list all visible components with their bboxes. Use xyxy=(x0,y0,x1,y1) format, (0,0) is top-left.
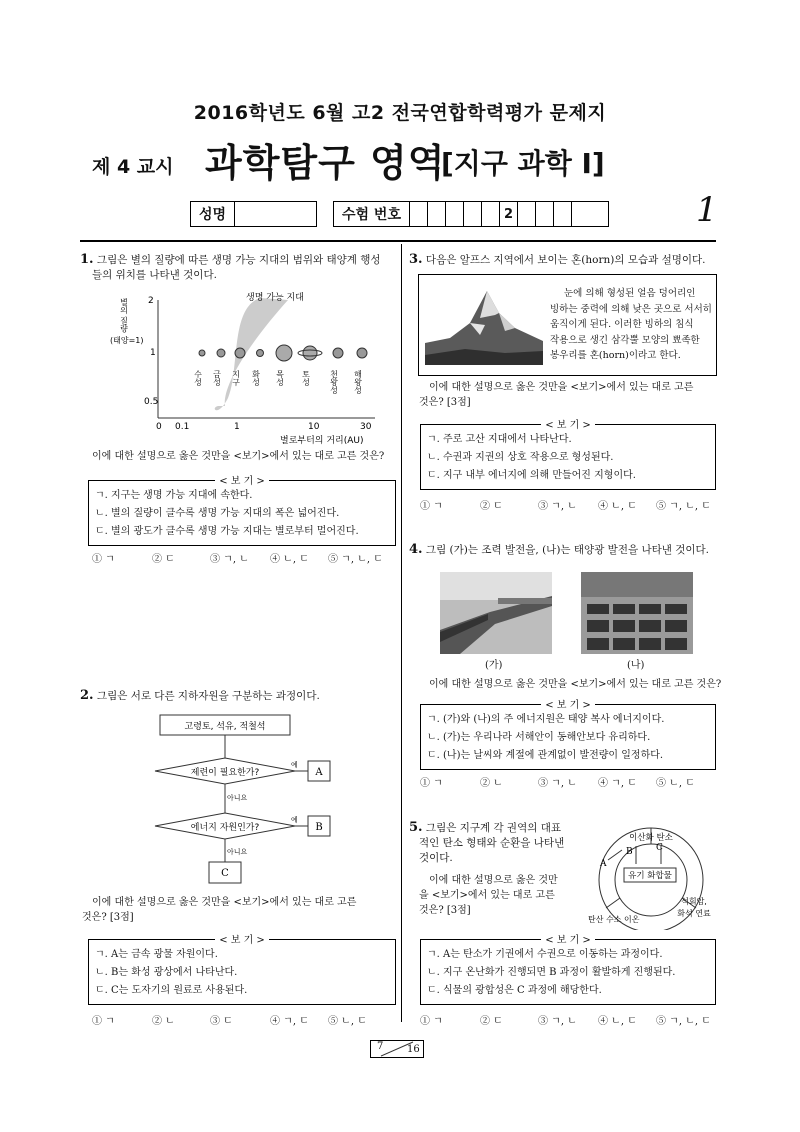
solar-power-photo xyxy=(581,572,693,654)
bogi-box xyxy=(420,700,716,770)
planet-label: 토성 xyxy=(301,370,311,386)
choice-4[interactable]: ④ ㄴ, ㄷ xyxy=(270,554,309,565)
number-cell[interactable] xyxy=(464,202,482,226)
choice-5[interactable]: ⑤ ㄴ, ㄷ xyxy=(656,778,695,789)
choice-1[interactable]: ① ㄱ xyxy=(420,778,443,789)
bogi-item: ㄴ. (가)는 우리나라 서해안이 동해안보다 유리하다. xyxy=(427,732,651,743)
x-tick: 30 xyxy=(360,422,372,432)
choice-4[interactable]: ④ ㄴ, ㄷ xyxy=(598,1016,637,1027)
bogi-box xyxy=(88,935,396,1005)
choice-1[interactable]: ① ㄱ xyxy=(420,1016,443,1027)
choice-5[interactable]: ⑤ ㄱ, ㄴ, ㄷ xyxy=(328,554,383,565)
choice-5[interactable]: ⑤ ㄱ, ㄴ, ㄷ xyxy=(656,1016,711,1027)
page-indicator xyxy=(370,1040,424,1058)
bogi-item: ㄷ. 지구 내부 에너지에 의해 만들어진 지형이다. xyxy=(427,470,636,481)
question-1 xyxy=(80,252,395,283)
co2-label: 이산화 탄소 xyxy=(629,833,673,843)
choice-1[interactable]: ① ㄱ xyxy=(92,554,115,565)
carbon-cycle-diagram xyxy=(586,820,716,930)
photo-label-na: (나) xyxy=(627,660,645,671)
number-cell[interactable] xyxy=(428,202,446,226)
flow-yes: 예 xyxy=(291,761,298,769)
bogi-title: < 보 기 > xyxy=(215,476,269,487)
choice-1[interactable]: ① ㄱ xyxy=(420,501,443,512)
organic-label: 유기 화합물 xyxy=(628,871,672,881)
question-text: 다음은 알프스 지역에서 보이는 혼(horn)의 모습과 설명이다. xyxy=(425,254,706,266)
cycle-label-c: C xyxy=(656,843,663,853)
number-cell[interactable] xyxy=(554,202,572,226)
question-text: 그림 (가)는 조력 발전을, (나)는 태양광 발전을 나타낸 것이다. xyxy=(425,544,709,556)
bogi-item: ㄱ. A는 탄소가 기권에서 수권으로 이동하는 과정이다. xyxy=(427,949,663,960)
choice-4[interactable]: ④ ㄱ, ㄷ xyxy=(598,778,637,789)
choice-2[interactable]: ② ㄴ xyxy=(152,1016,175,1027)
question-text: 들의 위치를 나타낸 것이다. xyxy=(92,269,217,281)
horn-desc-line: 움직이게 된다. 이러한 빙하의 침식 xyxy=(550,319,694,330)
flow-diamond-2-text: 에너지 자원인가? xyxy=(190,823,260,833)
page-current: 7 xyxy=(377,1041,384,1052)
question-text: 그림은 서로 다른 지하자원을 구분하는 과정이다. xyxy=(96,690,320,702)
planet-earth xyxy=(235,348,245,358)
bogi-title: < 보 기 > xyxy=(541,935,595,946)
horn-mountain-photo xyxy=(425,283,543,365)
flow-box-c-label: C xyxy=(221,868,229,879)
number-cell[interactable] xyxy=(410,202,428,226)
fuel-label: 화석 연료 xyxy=(677,909,711,918)
planet-label: 금성 xyxy=(212,370,222,386)
arrow-a xyxy=(608,850,622,860)
prompt-line: 을 <보기>에서 있는 대로 고른 xyxy=(419,890,555,901)
question-5 xyxy=(409,820,581,866)
column-divider xyxy=(401,244,402,1022)
choice-3[interactable]: ③ ㄷ xyxy=(210,1016,233,1027)
flow-yes: 예 xyxy=(291,816,298,824)
zone-label: 생명 가능 지대 xyxy=(246,293,304,303)
question-number: 3. xyxy=(409,252,423,267)
bogi-item: ㄷ. 식물의 광합성은 C 과정에 해당한다. xyxy=(427,985,602,996)
subject-title: 과학탐구 영역 xyxy=(205,141,446,185)
bogi-item: ㄱ. 지구는 생명 가능 지대에 속한다. xyxy=(95,490,253,501)
choice-2[interactable]: ② ㄷ xyxy=(152,554,175,565)
question-3 xyxy=(409,252,719,268)
photo-label-ga: (가) xyxy=(485,660,503,671)
bogi-item: ㄴ. B는 화성 광상에서 나타난다. xyxy=(95,967,238,978)
choice-2[interactable]: ② ㄷ xyxy=(480,1016,503,1027)
question-4 xyxy=(409,542,719,558)
planet-neptune xyxy=(357,348,367,358)
horn-desc-line: 작용으로 생긴 삼각뿔 모양의 뾰족한 xyxy=(550,334,700,346)
question-text: 적인 탄소 형태와 순환을 나타낸 xyxy=(419,837,565,849)
number-cell[interactable] xyxy=(518,202,536,226)
flow-diamond-1-text: 제련이 필요한가? xyxy=(190,768,260,778)
answer-choices xyxy=(92,550,392,565)
y-tick: 1 xyxy=(150,348,156,358)
page-number: 1 xyxy=(696,190,718,230)
bogi-item: ㄷ. C는 도자기의 원료로 사용된다. xyxy=(95,985,248,996)
choice-1[interactable]: ① ㄱ xyxy=(92,1016,115,1027)
planet-mercury xyxy=(199,350,205,356)
bogi-item: ㄷ. 별의 광도가 클수록 생명 가능 지대는 별로부터 멀어진다. xyxy=(95,526,359,537)
question-2 xyxy=(80,688,395,704)
planet-label: 지구 xyxy=(231,370,241,386)
x-tick: 1 xyxy=(234,422,240,432)
question-prompt: 이에 대한 설명으로 옳은 것만을 <보기>에서 있는 대로 고른 것은? xyxy=(92,451,385,462)
bogi-item: ㄴ. 지구 온난화가 진행되면 B 과정이 활발하게 진행된다. xyxy=(427,967,676,978)
answer-choices xyxy=(420,1012,720,1027)
planet-label: 수성 xyxy=(193,370,203,386)
bogi-title: < 보 기 > xyxy=(215,935,269,946)
choice-5[interactable]: ⑤ ㄱ, ㄴ, ㄷ xyxy=(656,501,711,512)
cycle-label-b: B xyxy=(626,847,633,857)
subject-subtitle: [지구 과학 Ⅰ] xyxy=(441,147,605,180)
prompt-line: 이에 대한 설명으로 옳은 것만 xyxy=(429,875,558,886)
cycle-label-a: A xyxy=(600,859,607,869)
number-cell[interactable] xyxy=(572,202,589,226)
bogi-item: ㄱ. (가)와 (나)의 주 에너지원은 태양 복사 에너지이다. xyxy=(427,714,665,725)
bogi-item: ㄴ. 수권과 지권의 상호 작용으로 형성된다. xyxy=(427,452,614,463)
choice-4[interactable]: ④ ㄱ, ㄷ xyxy=(270,1016,309,1027)
choice-3[interactable]: ③ ㄱ, ㄴ xyxy=(538,778,577,789)
bogi-title: < 보 기 > xyxy=(541,700,595,711)
question-number: 2. xyxy=(80,688,94,703)
bogi-box xyxy=(420,935,716,1005)
x-tick: 10 xyxy=(308,422,320,432)
choice-5[interactable]: ⑤ ㄴ, ㄷ xyxy=(328,1016,367,1027)
prompt-line: 것은? [3점] xyxy=(82,912,134,923)
planet-venus xyxy=(217,349,225,357)
exam-period: 제 4 교시 xyxy=(92,156,174,178)
choice-2[interactable]: ② ㄴ xyxy=(480,778,503,789)
bogi-item: ㄱ. 주로 고산 지대에서 나타난다. xyxy=(427,434,572,445)
flow-no: 아니요 xyxy=(227,794,248,802)
planet-saturn xyxy=(303,346,317,360)
flow-no: 아니요 xyxy=(227,848,248,856)
bogi-box xyxy=(420,420,716,490)
x-tick: 0 xyxy=(156,422,162,432)
choice-3[interactable]: ③ ㄱ, ㄴ xyxy=(538,501,577,512)
prompt-line: 것은? [3점] xyxy=(419,397,471,408)
y-axis-label: 별의 질량 xyxy=(119,298,129,333)
question-prompt xyxy=(419,873,581,918)
name-label: 성명 xyxy=(191,202,235,226)
x-tick: 0.1 xyxy=(175,422,190,432)
planet-label: 천왕성 xyxy=(329,370,339,394)
flow-box-a-label: A xyxy=(315,767,323,778)
planet-label: 목성 xyxy=(275,370,285,386)
exam-number-label: 수험 번호 xyxy=(334,202,410,226)
y-tick: 0.5 xyxy=(144,397,159,407)
planet-label: 해왕성 xyxy=(353,370,363,394)
question-prompt xyxy=(82,895,392,925)
number-cell[interactable] xyxy=(482,202,500,226)
number-cell: 2 xyxy=(500,202,518,226)
tidal-power-photo xyxy=(440,572,552,654)
planet-jupiter xyxy=(276,345,292,361)
page-total: 16 xyxy=(407,1044,420,1055)
horn-desc-line: 눈에 의해 형성된 얼음 덩어리인 xyxy=(564,288,696,299)
horn-desc-line: 봉우리를 혼(horn)이라고 한다. xyxy=(550,350,681,361)
choice-3[interactable]: ③ ㄱ, ㄴ xyxy=(538,1016,577,1027)
bogi-title: < 보 기 > xyxy=(541,420,595,431)
prompt-line: 것은? [3점] xyxy=(419,905,471,916)
question-number: 5. xyxy=(409,820,423,835)
answer-choices xyxy=(420,774,720,789)
y-tick: 2 xyxy=(148,296,154,306)
resource-flowchart xyxy=(150,712,340,887)
planet-uranus xyxy=(333,348,343,358)
question-prompt: 이에 대한 설명으로 옳은 것만을 <보기>에서 있는 대로 고른 것은? xyxy=(429,679,722,690)
question-text: 그림은 지구계 각 권역의 대표 xyxy=(425,822,561,834)
horn-figure-box xyxy=(418,274,717,376)
number-cell[interactable] xyxy=(536,202,554,226)
question-text: 것이다. xyxy=(419,852,453,864)
x-axis-label: 별로부터의 거리(AU) xyxy=(280,436,364,446)
planet-label: 화성 xyxy=(251,370,261,386)
planet-mars xyxy=(257,350,264,357)
question-number: 1. xyxy=(80,252,94,267)
number-cell[interactable] xyxy=(446,202,464,226)
bogi-box xyxy=(88,476,396,546)
flow-box-b-label: B xyxy=(315,822,323,833)
prompt-line: 이에 대한 설명으로 옳은 것만을 <보기>에서 있는 대로 고른 xyxy=(92,897,357,908)
prompt-line: 이에 대한 설명으로 옳은 것만을 <보기>에서 있는 대로 고른 xyxy=(429,382,694,393)
bogi-item: ㄴ. 별의 질량이 클수록 생명 가능 지대의 폭은 넓어진다. xyxy=(95,508,340,519)
choice-3[interactable]: ③ ㄱ, ㄴ xyxy=(210,554,249,565)
question-text: 그림은 별의 질량에 따른 생명 가능 지대의 범위와 태양계 행성 xyxy=(96,254,381,266)
y-unit-label: (태양=1) xyxy=(110,336,144,345)
question-prompt xyxy=(419,380,719,410)
choice-2[interactable]: ② ㄷ xyxy=(480,501,503,512)
exam-title: 2016학년도 6월 고2 전국연합학력평가 문제지 xyxy=(193,102,607,124)
question-number: 4. xyxy=(409,542,423,557)
header-rule xyxy=(80,240,716,242)
horn-desc-line: 빙하는 중력에 의해 낮은 곳으로 서서히 xyxy=(550,303,712,315)
rock-label: 석회암, xyxy=(681,897,707,906)
name-box xyxy=(190,201,317,227)
name-field[interactable] xyxy=(235,202,316,226)
flow-start-text: 고령토, 석유, 적철석 xyxy=(184,722,266,732)
ion-label: 탄산 수소 이온 xyxy=(588,915,640,924)
bogi-item: ㄷ. (나)는 날씨와 계절에 관계없이 발전량이 일정하다. xyxy=(427,750,664,761)
habitable-zone-chart xyxy=(110,288,400,448)
answer-choices xyxy=(92,1012,392,1027)
bogi-item: ㄱ. A는 금속 광물 자원이다. xyxy=(95,949,218,960)
choice-4[interactable]: ④ ㄴ, ㄷ xyxy=(598,501,637,512)
exam-number-box xyxy=(333,201,609,227)
answer-choices xyxy=(420,497,720,512)
